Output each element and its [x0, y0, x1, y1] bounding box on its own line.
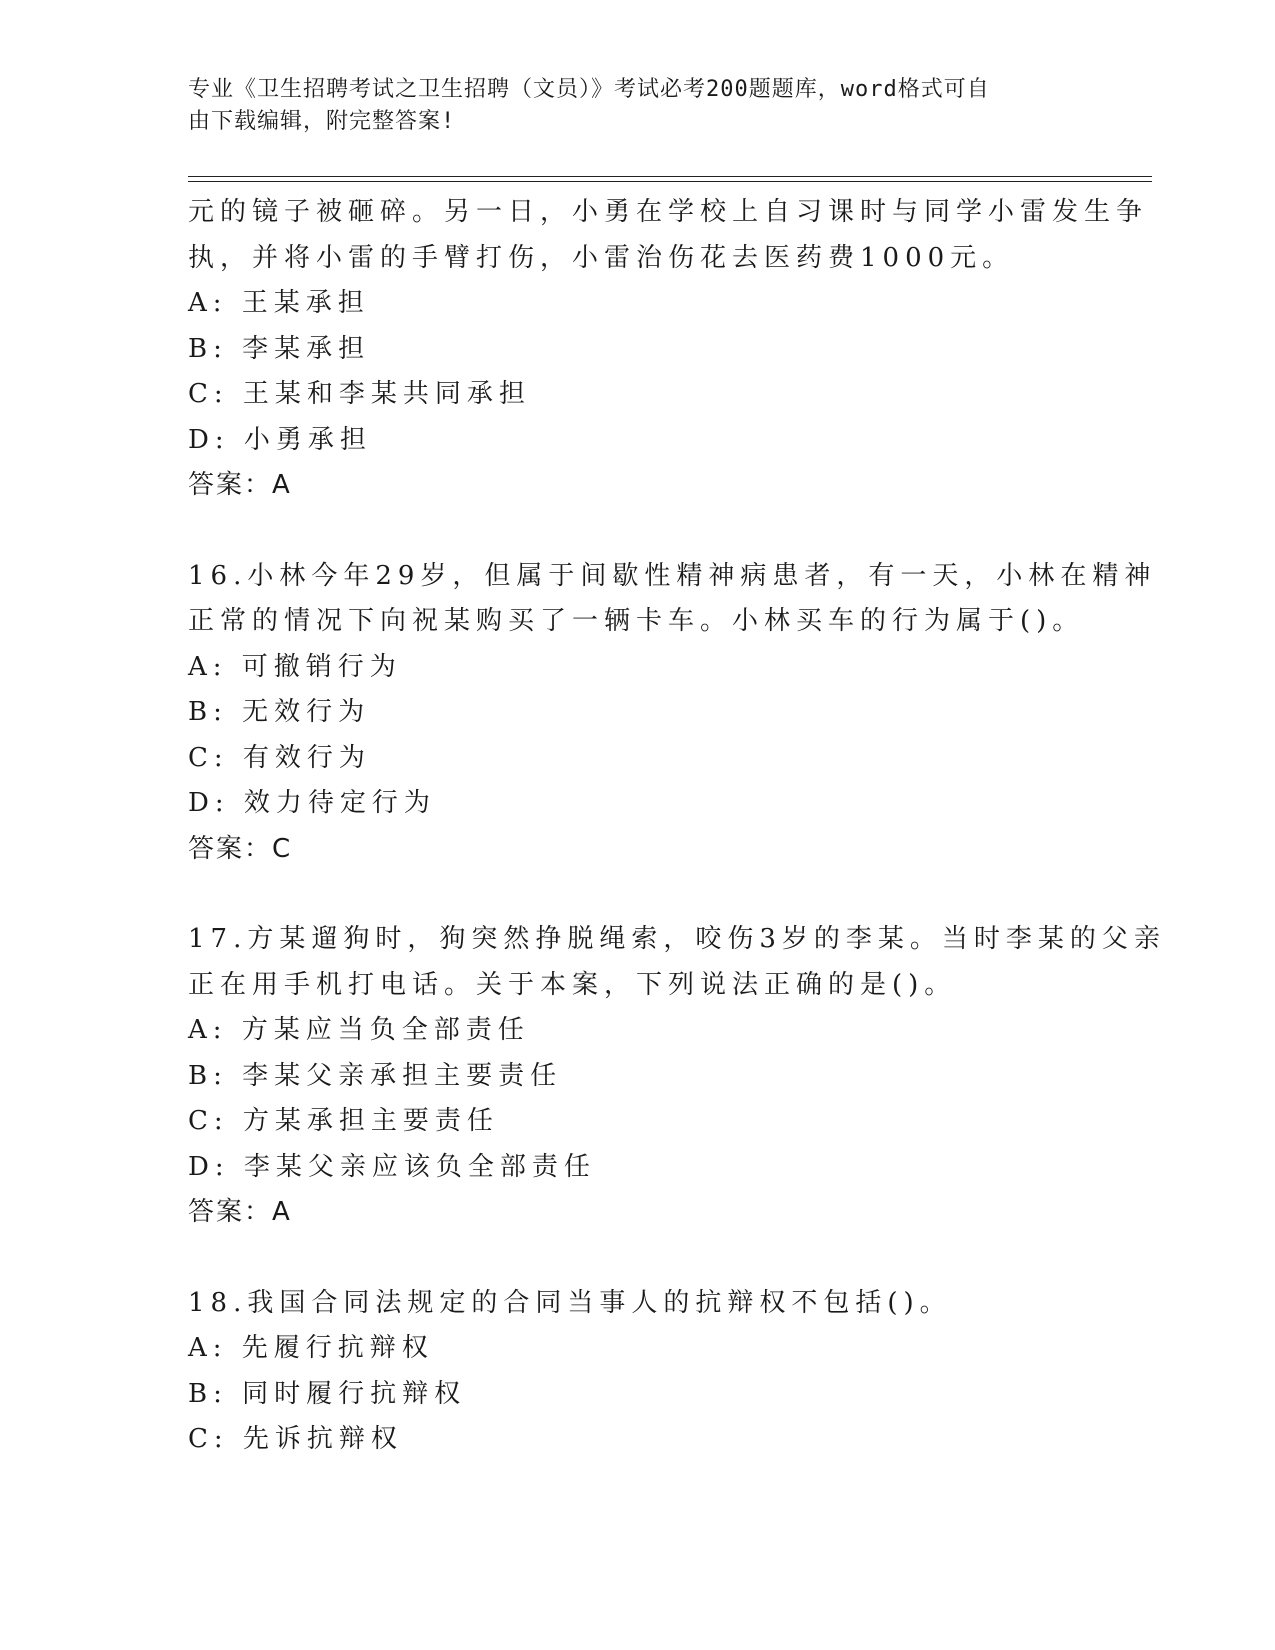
header-line-1: 专业《卫生招聘考试之卫生招聘（文员）》考试必考200题题库，word格式可自	[188, 77, 990, 102]
question-text-line: 执，并将小雷的手臂打伤，小雷治伤花去医药费1000元。	[188, 242, 1015, 273]
option-c: C: 有效行为	[188, 742, 371, 773]
question-18	[188, 1281, 1088, 1463]
option-c: C: 方某承担主要责任	[188, 1106, 499, 1136]
option-b: B: 无效行为	[188, 697, 371, 727]
document-header	[188, 74, 1068, 138]
option-c: C: 王某和李某共同承担	[188, 379, 531, 409]
question-15-continuation	[188, 190, 1149, 509]
answer-label: 答案：C	[188, 833, 293, 864]
option-a: A: 先履行抗辩权	[188, 1333, 434, 1363]
question-text-line: 正在用手机打电话。关于本案，下列说法正确的是()。	[188, 969, 957, 1000]
question-text-line: 16.小林今年29岁，但属于间歇性精神病患者，有一天，小林在精神	[188, 560, 1157, 591]
header-line-2: 由下载编辑，附完整答案!	[188, 109, 456, 134]
question-text-line: 元的镜子被砸碎。另一日，小勇在学校上自习课时与同学小雷发生争	[188, 197, 1149, 227]
header-rule-top	[188, 176, 1152, 177]
question-text-line: 17.方某遛狗时，狗突然挣脱绳索，咬伤3岁的李某。当时李某的父亲	[188, 924, 1166, 954]
option-a: A: 方某应当负全部责任	[188, 1015, 530, 1045]
answer-label: 答案：A	[188, 1197, 292, 1227]
answer-label: 答案：A	[188, 470, 292, 500]
option-a: A: 可撤销行为	[188, 651, 402, 682]
option-c: C: 先诉抗辩权	[188, 1424, 403, 1454]
option-d: D: 效力待定行为	[188, 788, 436, 818]
option-b: B: 同时履行抗辩权	[188, 1378, 467, 1409]
header-rule-bottom	[188, 181, 1152, 182]
document-body	[188, 190, 1166, 1463]
option-d: D: 李某父亲应该负全部责任	[188, 1151, 596, 1182]
question-16	[188, 554, 1157, 873]
option-a: A: 王某承担	[188, 288, 370, 318]
question-text-line: 正常的情况下向祝某购买了一辆卡车。小林买车的行为属于()。	[188, 606, 1085, 636]
question-17	[188, 917, 1166, 1236]
option-b: B: 李某承担	[188, 333, 371, 364]
option-b: B: 李某父亲承担主要责任	[188, 1060, 563, 1091]
question-text-line: 18.我国合同法规定的合同当事人的抗辩权不包括()。	[188, 1287, 952, 1318]
option-d: D: 小勇承担	[188, 424, 372, 455]
